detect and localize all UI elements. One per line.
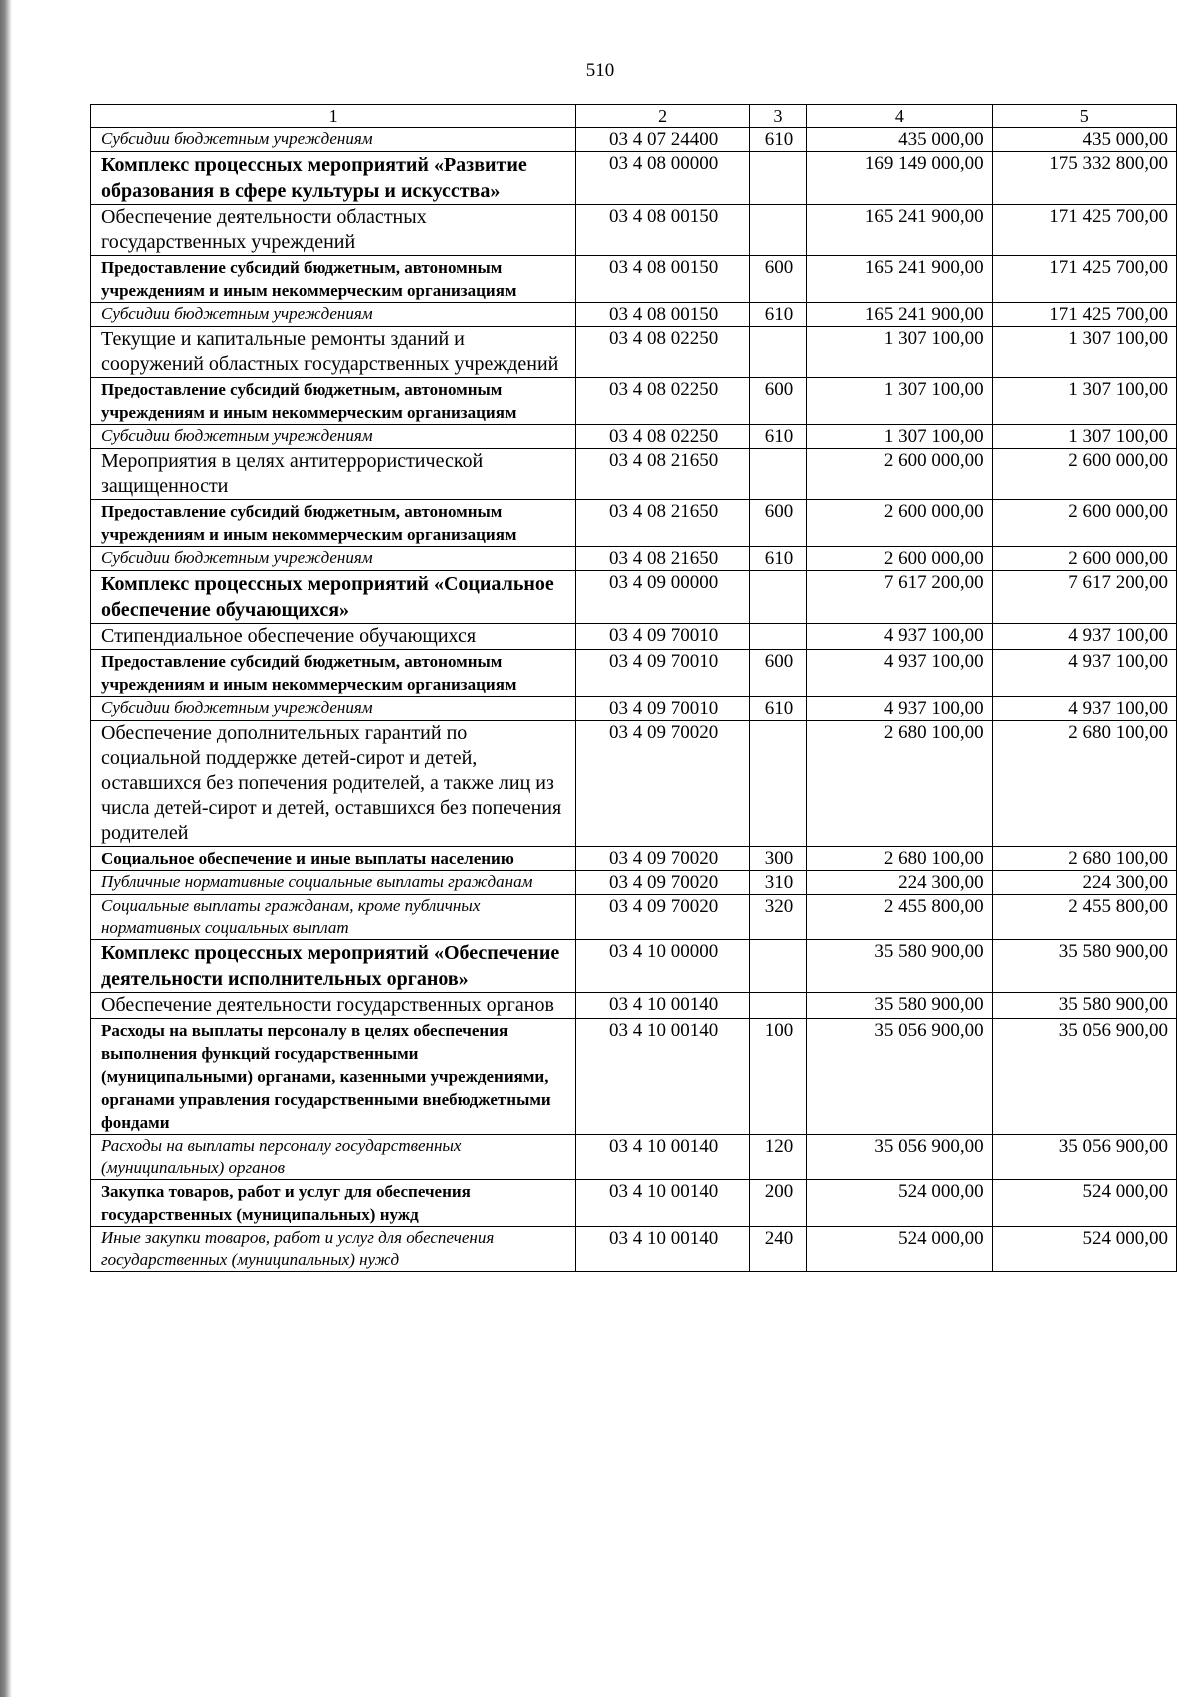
- row-amount-year-1: 4 937 100,00: [807, 697, 992, 721]
- row-name: Закупка товаров, работ и услуг для обеспечения государственных (муниципальных) нужд: [91, 1180, 576, 1227]
- column-header-4: 4: [807, 105, 992, 128]
- row-amount-year-2: 35 580 900,00: [992, 993, 1176, 1019]
- row-name: Субсидии бюджетным учреждениям: [91, 425, 576, 449]
- row-amount-year-2: 2 600 000,00: [992, 547, 1176, 571]
- row-amount-year-2: 171 425 700,00: [992, 256, 1176, 303]
- table-row: [91, 993, 1177, 1019]
- row-expense-type: 610: [749, 425, 806, 449]
- row-amount-year-2: 1 307 100,00: [992, 327, 1176, 378]
- row-amount-year-2: 4 937 100,00: [992, 650, 1176, 697]
- table-row: [91, 624, 1177, 650]
- row-amount-year-1: 524 000,00: [807, 1227, 992, 1272]
- row-expense-type: 120: [749, 1135, 806, 1180]
- row-expense-type: 610: [749, 128, 806, 152]
- row-code: 03 4 09 70020: [576, 871, 750, 895]
- row-name: Текущие и капитальные ремонты зданий и сооружений областных государственных учреждений: [91, 327, 576, 378]
- row-code: 03 4 10 00140: [576, 993, 750, 1019]
- row-expense-type: 600: [749, 378, 806, 425]
- row-name: Публичные нормативные социальные выплаты гражданам: [91, 871, 576, 895]
- row-expense-type: [749, 449, 806, 500]
- row-name: Субсидии бюджетным учреждениям: [91, 303, 576, 327]
- row-name: Субсидии бюджетным учреждениям: [91, 547, 576, 571]
- row-expense-type: [749, 152, 806, 205]
- row-amount-year-1: 165 241 900,00: [807, 256, 992, 303]
- row-expense-type: [749, 205, 806, 256]
- row-expense-type: 600: [749, 650, 806, 697]
- row-amount-year-1: 2 600 000,00: [807, 449, 992, 500]
- row-amount-year-2: 171 425 700,00: [992, 303, 1176, 327]
- row-code: 03 4 08 00150: [576, 303, 750, 327]
- row-name: Предоставление субсидий бюджетным, автономным учреждениям и иным некоммерческим организациям: [91, 378, 576, 425]
- row-amount-year-1: 35 056 900,00: [807, 1019, 992, 1135]
- row-expense-type: [749, 327, 806, 378]
- row-name: Мероприятия в целях антитеррористической защищенности: [91, 449, 576, 500]
- row-amount-year-2: 2 600 000,00: [992, 449, 1176, 500]
- row-amount-year-2: 524 000,00: [992, 1227, 1176, 1272]
- row-expense-type: 100: [749, 1019, 806, 1135]
- row-code: 03 4 10 00140: [576, 1180, 750, 1227]
- row-amount-year-2: 2 680 100,00: [992, 847, 1176, 871]
- row-expense-type: [749, 721, 806, 847]
- table-header-row: [91, 105, 1177, 128]
- row-amount-year-1: 224 300,00: [807, 871, 992, 895]
- row-code: 03 4 08 21650: [576, 449, 750, 500]
- table-row: [91, 205, 1177, 256]
- row-amount-year-2: 171 425 700,00: [992, 205, 1176, 256]
- row-expense-type: 320: [749, 895, 806, 940]
- row-code: 03 4 08 02250: [576, 327, 750, 378]
- row-name: Субсидии бюджетным учреждениям: [91, 128, 576, 152]
- row-name: Предоставление субсидий бюджетным, автономным учреждениям и иным некоммерческим организациям: [91, 650, 576, 697]
- row-code: 03 4 09 70020: [576, 721, 750, 847]
- row-expense-type: [749, 571, 806, 624]
- row-amount-year-1: 4 937 100,00: [807, 650, 992, 697]
- row-name: Стипендиальное обеспечение обучающихся: [91, 624, 576, 650]
- row-code: 03 4 08 00150: [576, 205, 750, 256]
- row-amount-year-2: 224 300,00: [992, 871, 1176, 895]
- table-row: [91, 256, 1177, 303]
- row-amount-year-1: 35 580 900,00: [807, 940, 992, 993]
- row-expense-type: 200: [749, 1180, 806, 1227]
- row-amount-year-1: 1 307 100,00: [807, 327, 992, 378]
- column-header-1: 1: [91, 105, 576, 128]
- table-row: [91, 152, 1177, 205]
- table-row: [91, 500, 1177, 547]
- table-row: [91, 303, 1177, 327]
- row-amount-year-2: 175 332 800,00: [992, 152, 1176, 205]
- row-expense-type: 610: [749, 303, 806, 327]
- row-code: 03 4 09 70020: [576, 847, 750, 871]
- row-code: 03 4 09 70010: [576, 650, 750, 697]
- row-name: Расходы на выплаты персоналу государственных (муниципальных) органов: [91, 1135, 576, 1180]
- row-code: 03 4 09 00000: [576, 571, 750, 624]
- row-expense-type: [749, 624, 806, 650]
- row-amount-year-1: 4 937 100,00: [807, 624, 992, 650]
- row-code: 03 4 10 00000: [576, 940, 750, 993]
- table-row: [91, 425, 1177, 449]
- row-amount-year-1: 7 617 200,00: [807, 571, 992, 624]
- row-amount-year-1: 35 056 900,00: [807, 1135, 992, 1180]
- row-amount-year-1: 524 000,00: [807, 1180, 992, 1227]
- column-header-5: 5: [992, 105, 1176, 128]
- table-row: [91, 940, 1177, 993]
- row-amount-year-2: 435 000,00: [992, 128, 1176, 152]
- row-code: 03 4 10 00140: [576, 1227, 750, 1272]
- row-code: 03 4 10 00140: [576, 1135, 750, 1180]
- row-amount-year-2: 4 937 100,00: [992, 697, 1176, 721]
- row-amount-year-1: 169 149 000,00: [807, 152, 992, 205]
- table-row: [91, 871, 1177, 895]
- row-amount-year-1: 165 241 900,00: [807, 205, 992, 256]
- table-row: [91, 650, 1177, 697]
- table-row: [91, 449, 1177, 500]
- row-amount-year-1: 435 000,00: [807, 128, 992, 152]
- row-amount-year-2: 1 307 100,00: [992, 378, 1176, 425]
- scan-edge-shadow: [0, 0, 12, 1697]
- table-row: [91, 1135, 1177, 1180]
- row-amount-year-2: 35 056 900,00: [992, 1135, 1176, 1180]
- row-code: 03 4 07 24400: [576, 128, 750, 152]
- row-name: Предоставление субсидий бюджетным, автономным учреждениям и иным некоммерческим организациям: [91, 500, 576, 547]
- row-amount-year-2: 2 680 100,00: [992, 721, 1176, 847]
- row-expense-type: 600: [749, 256, 806, 303]
- row-name: Комплекс процессных мероприятий «Развитие образования в сфере культуры и искусства»: [91, 152, 576, 205]
- row-code: 03 4 08 00000: [576, 152, 750, 205]
- row-name: Обеспечение деятельности государственных органов: [91, 993, 576, 1019]
- table-row: [91, 571, 1177, 624]
- row-amount-year-1: 2 680 100,00: [807, 721, 992, 847]
- row-code: 03 4 08 02250: [576, 378, 750, 425]
- row-amount-year-2: 35 056 900,00: [992, 1019, 1176, 1135]
- row-amount-year-1: 35 580 900,00: [807, 993, 992, 1019]
- row-amount-year-2: 35 580 900,00: [992, 940, 1176, 993]
- row-name: Комплекс процессных мероприятий «Социальное обеспечение обучающихся»: [91, 571, 576, 624]
- row-code: 03 4 08 00150: [576, 256, 750, 303]
- table-row: [91, 721, 1177, 847]
- row-expense-type: 240: [749, 1227, 806, 1272]
- row-name: Субсидии бюджетным учреждениям: [91, 697, 576, 721]
- row-name: Иные закупки товаров, работ и услуг для обеспечения государственных (муниципальных) нужд: [91, 1227, 576, 1272]
- row-expense-type: [749, 993, 806, 1019]
- row-name: Комплекс процессных мероприятий «Обеспечение деятельности исполнительных органов»: [91, 940, 576, 993]
- row-amount-year-2: 7 617 200,00: [992, 571, 1176, 624]
- row-expense-type: 300: [749, 847, 806, 871]
- table-row: [91, 895, 1177, 940]
- row-amount-year-1: 2 600 000,00: [807, 500, 992, 547]
- column-header-3: 3: [749, 105, 806, 128]
- row-amount-year-2: 1 307 100,00: [992, 425, 1176, 449]
- row-amount-year-1: 1 307 100,00: [807, 425, 992, 449]
- row-amount-year-1: 1 307 100,00: [807, 378, 992, 425]
- table-row: [91, 128, 1177, 152]
- row-code: 03 4 08 02250: [576, 425, 750, 449]
- row-amount-year-2: 524 000,00: [992, 1180, 1176, 1227]
- row-expense-type: 600: [749, 500, 806, 547]
- row-expense-type: 610: [749, 697, 806, 721]
- row-name: Социальные выплаты гражданам, кроме публичных нормативных социальных выплат: [91, 895, 576, 940]
- row-amount-year-2: 2 455 800,00: [992, 895, 1176, 940]
- budget-table: [90, 104, 1177, 1272]
- row-expense-type: 610: [749, 547, 806, 571]
- table-row: [91, 327, 1177, 378]
- row-amount-year-2: 4 937 100,00: [992, 624, 1176, 650]
- row-amount-year-1: 165 241 900,00: [807, 303, 992, 327]
- row-name: Обеспечение деятельности областных государственных учреждений: [91, 205, 576, 256]
- row-amount-year-1: 2 455 800,00: [807, 895, 992, 940]
- row-name: Расходы на выплаты персоналу в целях обеспечения выполнения функций государственными (муниципальными) органами, казенными учреждениями, органами управления государственными внебюджетными фондами: [91, 1019, 576, 1135]
- row-code: 03 4 09 70010: [576, 697, 750, 721]
- table-row: [91, 378, 1177, 425]
- page-number: 510: [585, 60, 615, 81]
- row-name: Обеспечение дополнительных гарантий по социальной поддержке детей-сирот и детей, оставшихся без попечения родителей, а также лиц из числа детей-сирот и детей, оставшихся без попечения родителей: [91, 721, 576, 847]
- table-row: [91, 1227, 1177, 1272]
- row-code: 03 4 08 21650: [576, 500, 750, 547]
- table-row: [91, 1019, 1177, 1135]
- table-row: [91, 547, 1177, 571]
- row-amount-year-2: 2 600 000,00: [992, 500, 1176, 547]
- row-amount-year-1: 2 680 100,00: [807, 847, 992, 871]
- row-code: 03 4 10 00140: [576, 1019, 750, 1135]
- row-name: Социальное обеспечение и иные выплаты населению: [91, 847, 576, 871]
- table-row: [91, 1180, 1177, 1227]
- row-expense-type: [749, 940, 806, 993]
- column-header-2: 2: [576, 105, 750, 128]
- row-name: Предоставление субсидий бюджетным, автономным учреждениям и иным некоммерческим организациям: [91, 256, 576, 303]
- row-code: 03 4 09 70020: [576, 895, 750, 940]
- row-expense-type: 310: [749, 871, 806, 895]
- row-code: 03 4 08 21650: [576, 547, 750, 571]
- table-row: [91, 847, 1177, 871]
- row-code: 03 4 09 70010: [576, 624, 750, 650]
- table-row: [91, 697, 1177, 721]
- row-amount-year-1: 2 600 000,00: [807, 547, 992, 571]
